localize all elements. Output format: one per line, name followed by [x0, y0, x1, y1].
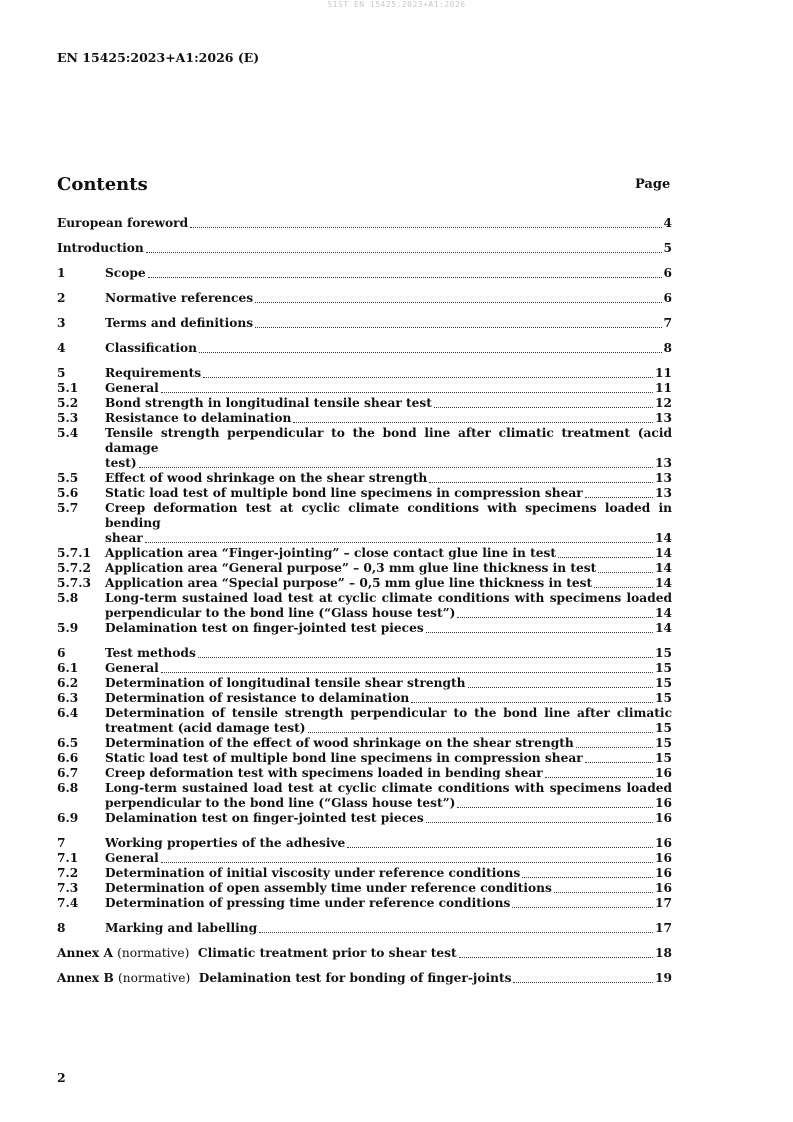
toc-entry-6-4[interactable]: 6.4 Determination of tensile strength perpendicular to the bond line after climatic treatment (acid damage test) 15 [57, 706, 672, 735]
toc-entry-7-3[interactable]: 7.3 Determination of open assembly time under reference conditions 16 [57, 881, 672, 895]
toc-entry-7-2[interactable]: 7.2 Determination of initial viscosity under reference conditions 16 [57, 866, 672, 880]
toc-entry-5-3[interactable]: 5.3 Resistance to delamination 13 [57, 411, 672, 425]
toc-entry-6-6[interactable]: 6.6 Static load test of multiple bond line specimens in compression shear 15 [57, 751, 672, 765]
table-of-contents [57, 216, 672, 986]
toc-entry-7-4[interactable]: 7.4 Determination of pressing time under reference conditions 17 [57, 896, 672, 910]
toc-entry-5-2[interactable]: 5.2 Bond strength in longitudinal tensile shear test 12 [57, 396, 672, 410]
toc-entry-6-3[interactable]: 6.3 Determination of resistance to delamination 15 [57, 691, 672, 705]
toc-entry-5[interactable]: 5 Requirements 11 [57, 366, 672, 380]
watermark: SIST EN 15425:2023+A1:2026 [327, 0, 466, 9]
toc-entry-5-7[interactable]: 5.7 Creep deformation test at cyclic climate conditions with specimens loaded in bending shear 14 [57, 501, 672, 545]
toc-entry-5-7-1[interactable]: 5.7.1 Application area “Finger-jointing” – close contact glue line in test 14 [57, 546, 672, 560]
toc-entry-2[interactable]: 2 Normative references 6 [57, 291, 672, 305]
page-column-label: Page [635, 177, 671, 192]
document-id: EN 15425:2023+A1:2026 (E) [57, 50, 260, 65]
toc-entry-5-5[interactable]: 5.5 Effect of wood shrinkage on the shear strength 13 [57, 471, 672, 485]
toc-entry-5-8[interactable]: 5.8 Long-term sustained load test at cyclic climate conditions with specimens loaded perpendicular to the bond line (“Glass house test”) 14 [57, 591, 672, 620]
toc-entry-1[interactable]: 1 Scope 6 [57, 266, 672, 280]
toc-entry-8[interactable]: 8 Marking and labelling 17 [57, 921, 672, 935]
toc-entry-5-4[interactable]: 5.4 Tensile strength perpendicular to the bond line after climatic treatment (acid damage test) 13 [57, 426, 672, 470]
toc-entry-5-7-3[interactable]: 5.7.3 Application area “Special purpose” – 0,5 mm glue line thickness in test 14 [57, 576, 672, 590]
toc-entry-6-5[interactable]: 6.5 Determination of the effect of wood shrinkage on the shear strength 15 [57, 736, 672, 750]
toc-entry-6-1[interactable]: 6.1 General 15 [57, 661, 672, 675]
toc-entry-5-9[interactable]: 5.9 Delamination test on finger-jointed test pieces 14 [57, 621, 672, 635]
toc-entry-introduction[interactable]: Introduction 5 [57, 241, 672, 255]
toc-entry-annex-b[interactable]: Annex B (normative) Delamination test for bonding of finger-joints 19 [57, 971, 672, 985]
toc-entry-3[interactable]: 3 Terms and definitions 7 [57, 316, 672, 330]
toc-entry-6-7[interactable]: 6.7 Creep deformation test with specimens loaded in bending shear 16 [57, 766, 672, 780]
toc-entry-6-9[interactable]: 6.9 Delamination test on finger-jointed test pieces 16 [57, 811, 672, 825]
toc-entry-6-8[interactable]: 6.8 Long-term sustained load test at cyclic climate conditions with specimens loaded perpendicular to the bond line (“Glass house test”) 16 [57, 781, 672, 810]
page-number: 2 [57, 1070, 66, 1085]
toc-entry-5-1[interactable]: 5.1 General 11 [57, 381, 672, 395]
toc-entry-7-1[interactable]: 7.1 General 16 [57, 851, 672, 865]
toc-entry-foreword[interactable]: European foreword 4 [57, 216, 672, 230]
toc-entry-6[interactable]: 6 Test methods 15 [57, 646, 672, 660]
toc-entry-6-2[interactable]: 6.2 Determination of longitudinal tensile shear strength 15 [57, 676, 672, 690]
toc-entry-4[interactable]: 4 Classification 8 [57, 341, 672, 355]
contents-heading: Contents [57, 174, 148, 195]
toc-entry-5-6[interactable]: 5.6 Static load test of multiple bond line specimens in compression shear 13 [57, 486, 672, 500]
toc-entry-7[interactable]: 7 Working properties of the adhesive 16 [57, 836, 672, 850]
toc-entry-5-7-2[interactable]: 5.7.2 Application area “General purpose” – 0,3 mm glue line thickness in test 14 [57, 561, 672, 575]
toc-entry-annex-a[interactable]: Annex A (normative) Climatic treatment prior to shear test 18 [57, 946, 672, 960]
